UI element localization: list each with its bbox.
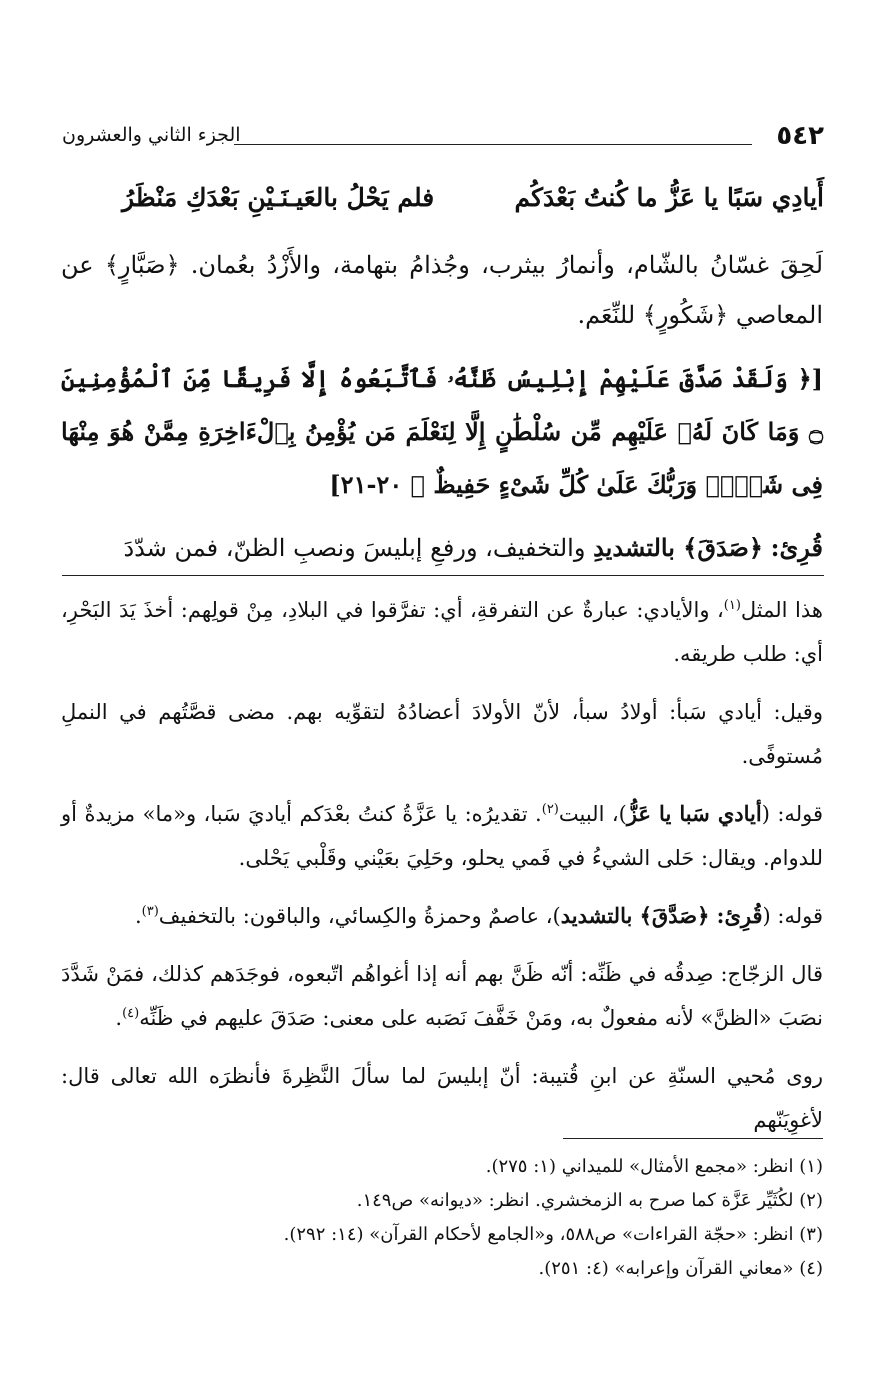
verse-first-hemistich: أَيادِي سَبًا يا عَزُّ ما كُنتُ بَعْدَكُم: [514, 183, 824, 212]
qiraa-paragraph: [61, 523, 823, 573]
footnote-ref[interactable]: (١): [723, 598, 741, 613]
footnote-item: (٣) انظر: «حجّة القراءات» ص٥٨٨، و«الجامع لأحكام القرآن» (١٤: ٢٩٢).: [283, 1224, 823, 1245]
qiraa-quote: ﴿صَدَقَ﴾ بالتشديدِ: [593, 533, 763, 562]
commentary-text-run: قال الزجّاج: صِدقُه في ظَنِّه: أنّه ظَنَّ بهم أنه إذا أغواهُم اتّبعوه، فوجَدَهم كذلك، فمَنْ شَدَّدَ نصَبَ «الظنَّ» لأنه مفعولٌ به، ومَنْ خَفَّفَ نَصَبه على معنى: صَدَقَ عليهم في ظَنِّه: [61, 962, 823, 1030]
footnote-item: (٢) لكُثَيِّر عَزَّة كما صرح به الزمخشري. انظر: «ديوانه» ص١٤٩.: [356, 1190, 823, 1211]
commentary-paragraph: [61, 952, 823, 1040]
main-text: [61, 240, 823, 585]
page-header: [62, 118, 824, 158]
poetry-verse: [122, 178, 824, 222]
footnote-ref[interactable]: (٣): [141, 904, 159, 919]
footnote-ref[interactable]: (٢): [541, 802, 559, 817]
commentary-text-run: قوله: (: [761, 802, 823, 826]
header-rule: [234, 144, 752, 145]
footnote-item: (٤) «معاني القرآن وإعرابه» (٤: ٢٥١).: [538, 1258, 823, 1279]
commentary-text-run: قوله: (: [762, 904, 823, 928]
quran-verse-block: [﴿ وَلَقَدْ صَدَّقَ عَلَيْهِمْ إِبْلِيسُ ظَنَّهُۥ فَٱتَّبَعُوهُ إِلَّا فَرِيقًا مِّنَ ٱلْمُؤْمِنِينَ ۝ وَمَا كَانَ لَهُۥ عَلَيْهِم مِّن سُلْطَٰنٍ إِلَّا لِنَعْلَمَ مَن يُؤْمِنُ بِٱلْءَاخِرَةِ مِمَّنْ هُوَ مِنْهَا فِى شَكٍّۗ وَرَبُّكَ عَلَىٰ كُلِّ شَىْءٍ حَفِيظٌ ﴾ ٢٠-٢١]: [61, 364, 823, 499]
commentary-paragraph: روى مُحيي السنّةِ عن ابنِ قُتيبة: أنّ إبليسَ لما سألَ النَّظِرةَ فأنظرَه الله تعالى قال: لأغوِيَنّهم: [61, 1064, 823, 1132]
commentary-quote: قُرِئ: ﴿صَدَّقَ﴾ بالتشديد: [560, 903, 763, 928]
footnote-rule: [563, 1138, 823, 1139]
part-title: الجزء الثاني والعشرون: [62, 124, 241, 146]
commentary-text-run: ، والأيادي: عبارةٌ عن التفرقةِ، أي: تفرَّقوا في البلادِ، مِنْ قولِهم: أخذَ يَدَ البَحْرِ، أي: طلب طريقه.: [61, 598, 823, 666]
commentary-text-run: .: [115, 1006, 123, 1030]
commentary-text-run: هذا المثل: [740, 598, 823, 622]
footnote-ref[interactable]: (٤): [122, 1006, 140, 1021]
footnote-item: (١) انظر: «مجمع الأمثال» للميداني (١: ٢٧٥).: [485, 1156, 823, 1177]
commentary-text: [61, 588, 823, 1156]
commentary-paragraph: وقيل: أيادي سَبأ: أولادُ سبأ، لأنّ الأولادَ أعضادُهُ لتقوِّيه بهم. مضى قصَّتُهم في النملِ مُستوفًى.: [61, 700, 823, 768]
commentary-paragraph: [61, 792, 823, 880]
footnotes: [61, 1150, 823, 1286]
commentary-text-run: )، البيت: [558, 802, 627, 826]
verse-second-hemistich: فلم يَحْلُ بالعَيـنَـيْنِ بَعْدَكِ مَنْظَرُ: [122, 183, 435, 212]
commentary-text-run: )، عاصمٌ وحمزةُ والكِسائي، والباقون: بالتخفيف: [158, 904, 561, 928]
commentary-quote: أيادي سَبا يا عَزُّ: [626, 801, 762, 826]
commentary-text-run: .: [134, 904, 142, 928]
section-separator: [62, 575, 824, 576]
commentary-text-run: . تقديرُه: يا عَزَّةُ كنتُ بعْدَكم أياديَ سَبا، و«ما» مزيدةٌ أو للدوام. ويقال: حَلى الشيءُ في فَمي يحلو، وحَلِيَ بعَيْني وقَلْبي يَحْلى.: [61, 802, 823, 870]
qiraa-rest: والتخفيف، ورفعِ إبليسَ ونصبِ الظنّ، فمن شدّدَ: [123, 534, 586, 562]
main-paragraph: لَحِقَ غسّانُ بالشّام، وأنمارُ بيثرب، وجُذامُ بتهامة، والأَزْدُ بعُمان. ﴿صَبَّارٍ﴾ عن المعاصي ﴿شَكُورٍ﴾ للنِّعَم.: [61, 251, 823, 329]
qiraa-label: قُرِئ:: [770, 533, 823, 562]
commentary-paragraph: [61, 894, 823, 938]
commentary-paragraph: [61, 588, 823, 676]
page-number: ٥٤٢: [776, 121, 824, 151]
